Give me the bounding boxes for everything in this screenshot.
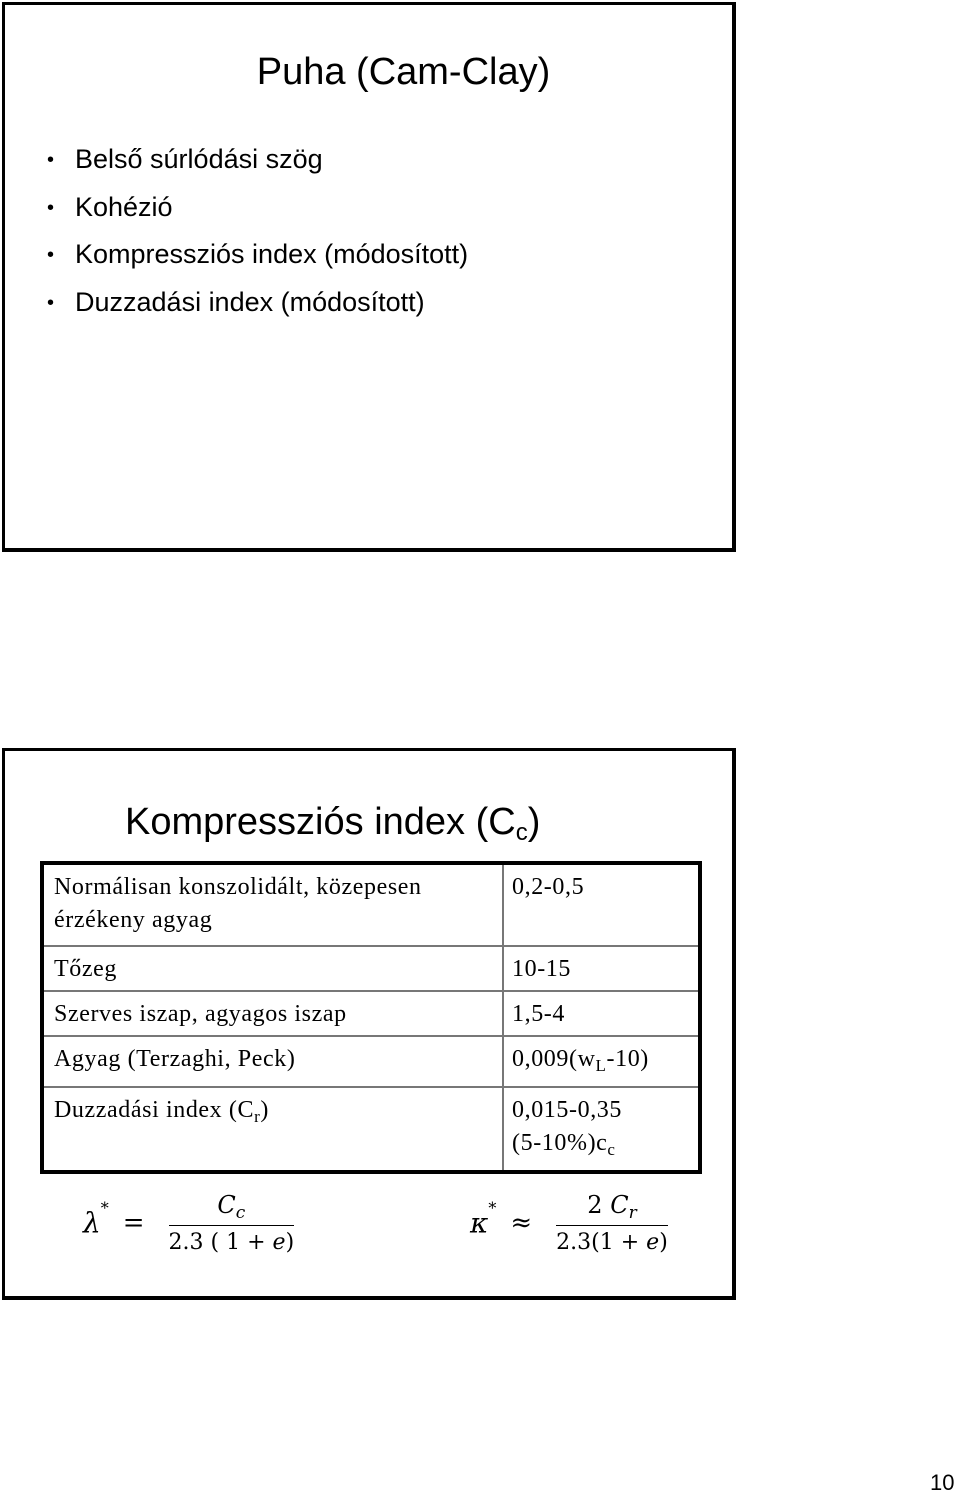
bullet-item: • Belső súrlódási szög [47, 140, 468, 188]
lambda-formula: λ* = $\frac{C_c}{2.3 ( 1 + e)}$ [83, 1191, 295, 1255]
compression-index-table [40, 861, 702, 1174]
kappa-formula: κ* ≈ $\frac{2 C_r}{2.3(1 + e)}$ [470, 1191, 668, 1255]
page-number: 10 [930, 1470, 955, 1495]
slide-2 [2, 748, 736, 1300]
slide-1 [2, 2, 736, 552]
bullet-icon: • [47, 291, 55, 314]
row-value: $0,009(w_L-10)$ [503, 1036, 700, 1087]
table-row [42, 991, 700, 1036]
bullet-item: • Kohézió [47, 188, 468, 236]
table-row [42, 863, 700, 946]
bullet-icon: • [47, 244, 55, 266]
slide-title: Puha (Cam-Clay) [256, 51, 551, 93]
bullet-item: • Kompressziós index (módosított) [47, 235, 468, 283]
row-value: 0,015-0,35 $(5-10\%)c_c$ [503, 1087, 700, 1172]
row-value: 10-15 [503, 946, 700, 991]
row-label: Agyag (Terzaghi, Peck) [42, 1036, 503, 1087]
row-label: Szerves iszap, agyagos iszap [42, 991, 503, 1036]
row-label: Tőzeg [42, 946, 503, 991]
bullet-list [47, 140, 468, 330]
bullet-item: • Duzzadási index (módosított) [47, 283, 468, 331]
table-row [42, 946, 700, 991]
row-label: Duzzadási index $(C_r)$ [54, 1097, 269, 1126]
row-value: 0,2-0,5 [503, 863, 700, 946]
table-row [42, 1087, 700, 1172]
bullet-icon: • [47, 149, 55, 171]
slide-title: Kompressziós index $(C_c)$ [125, 801, 541, 846]
bullet-icon: • [47, 196, 55, 219]
row-label: Normálisan konszolidált, közepesen érzékeny agyag [42, 863, 503, 946]
row-value: 1,5-4 [503, 991, 700, 1036]
table-row [42, 1036, 700, 1087]
